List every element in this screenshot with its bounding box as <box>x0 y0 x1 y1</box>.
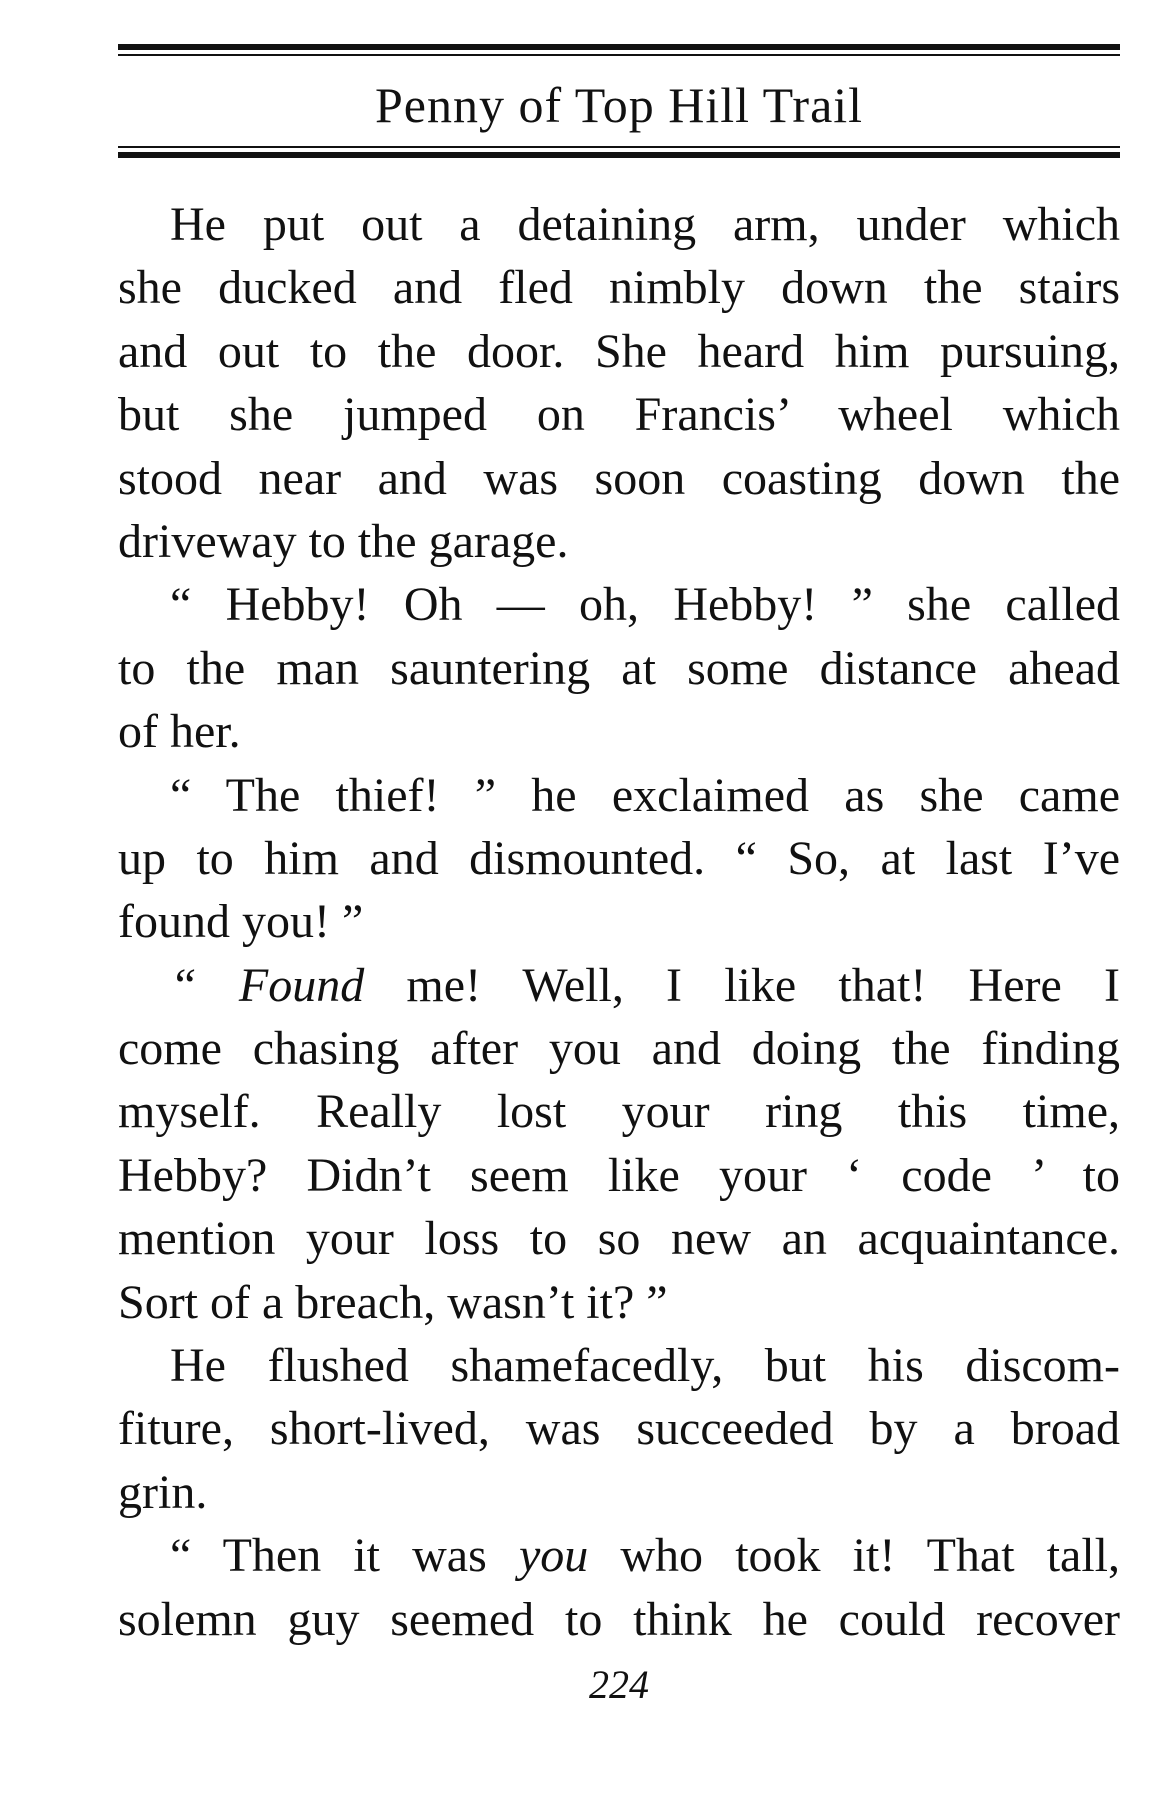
text-line <box>118 447 1120 510</box>
text-fragment: solemn guy seemed to think he could recover <box>118 1592 1120 1646</box>
text-fragment: “ Then it was <box>170 1529 519 1583</box>
text-line <box>118 700 1120 763</box>
text-line <box>118 954 1120 1017</box>
text-line <box>118 193 1120 256</box>
text-line <box>118 764 1120 827</box>
text-fragment: grin. <box>118 1465 208 1519</box>
text-line <box>118 1207 1120 1270</box>
text-fragment: Hebby? Didn’t seem like your ‘ code ’ to <box>118 1148 1120 1202</box>
text-line <box>118 320 1120 383</box>
text-fragment: myself. Really lost your ring this time, <box>118 1085 1120 1139</box>
text-line <box>118 256 1120 319</box>
text-line <box>118 573 1120 636</box>
text-line <box>118 1334 1120 1397</box>
text-fragment: but she jumped on Francis’ wheel which <box>118 388 1120 442</box>
text-line <box>118 1461 1120 1524</box>
text-line <box>118 637 1120 700</box>
text-fragment: mention your loss to so new an acquaintance. <box>118 1212 1120 1266</box>
text-line <box>118 1588 1120 1651</box>
text-fragment: she ducked and fled nimbly down the stairs <box>118 261 1120 315</box>
text-fragment: to the man sauntering at some distance ahead <box>118 641 1120 695</box>
text-line <box>118 1017 1120 1080</box>
text-line <box>118 383 1120 446</box>
text-fragment: come chasing after you and doing the finding <box>118 1022 1120 1076</box>
text-fragment: fiture, short-lived, was succeeded by a broad <box>118 1402 1120 1456</box>
text-fragment: who took it! That tall, <box>620 1529 1121 1583</box>
text-line <box>118 1524 1120 1587</box>
text-line <box>118 890 1120 953</box>
text-fragment: driveway to the garage. <box>118 514 569 568</box>
italic-emphasis: you <box>518 1529 589 1583</box>
running-header-title: Penny of Top Hill Trail <box>374 77 864 133</box>
text-fragment: Sort of a breach, wasn’t it? ” <box>118 1275 668 1329</box>
text-fragment: He flushed shamefacedly, but his discom- <box>170 1339 1120 1393</box>
text-fragment: “ The thief! ” he exclaimed as she came <box>170 768 1120 822</box>
text-fragment: of her. <box>118 705 241 759</box>
body-text <box>118 193 1120 1651</box>
text-line <box>118 1080 1120 1143</box>
header-rule-top-thin <box>118 54 1120 56</box>
text-fragment: found you! ” <box>118 895 364 949</box>
text-fragment: up to him and dismounted. “ So, at last I’ve <box>118 831 1120 885</box>
header-rule-bottom-thin <box>118 146 1120 148</box>
text-fragment: stood near and was soon coasting down the <box>118 451 1120 505</box>
header-rule-top-thick <box>118 44 1120 50</box>
text-fragment: me! Well, I like that! Here I <box>406 958 1120 1012</box>
text-line <box>118 1271 1120 1334</box>
text-fragment: “ Hebby! Oh — oh, Hebby! ” she called <box>170 578 1120 632</box>
text-fragment: He put out a detaining arm, under which <box>170 198 1120 251</box>
page-number: 224 <box>589 1662 649 1707</box>
text-fragment: and out to the door. She heard him pursuing, <box>118 324 1120 378</box>
text-line <box>118 827 1120 890</box>
text-line <box>118 1397 1120 1460</box>
text-line <box>118 1144 1120 1207</box>
header-rule-bottom-thick <box>118 152 1120 158</box>
text-line <box>118 510 1120 573</box>
italic-emphasis: “ Found <box>170 958 365 1012</box>
